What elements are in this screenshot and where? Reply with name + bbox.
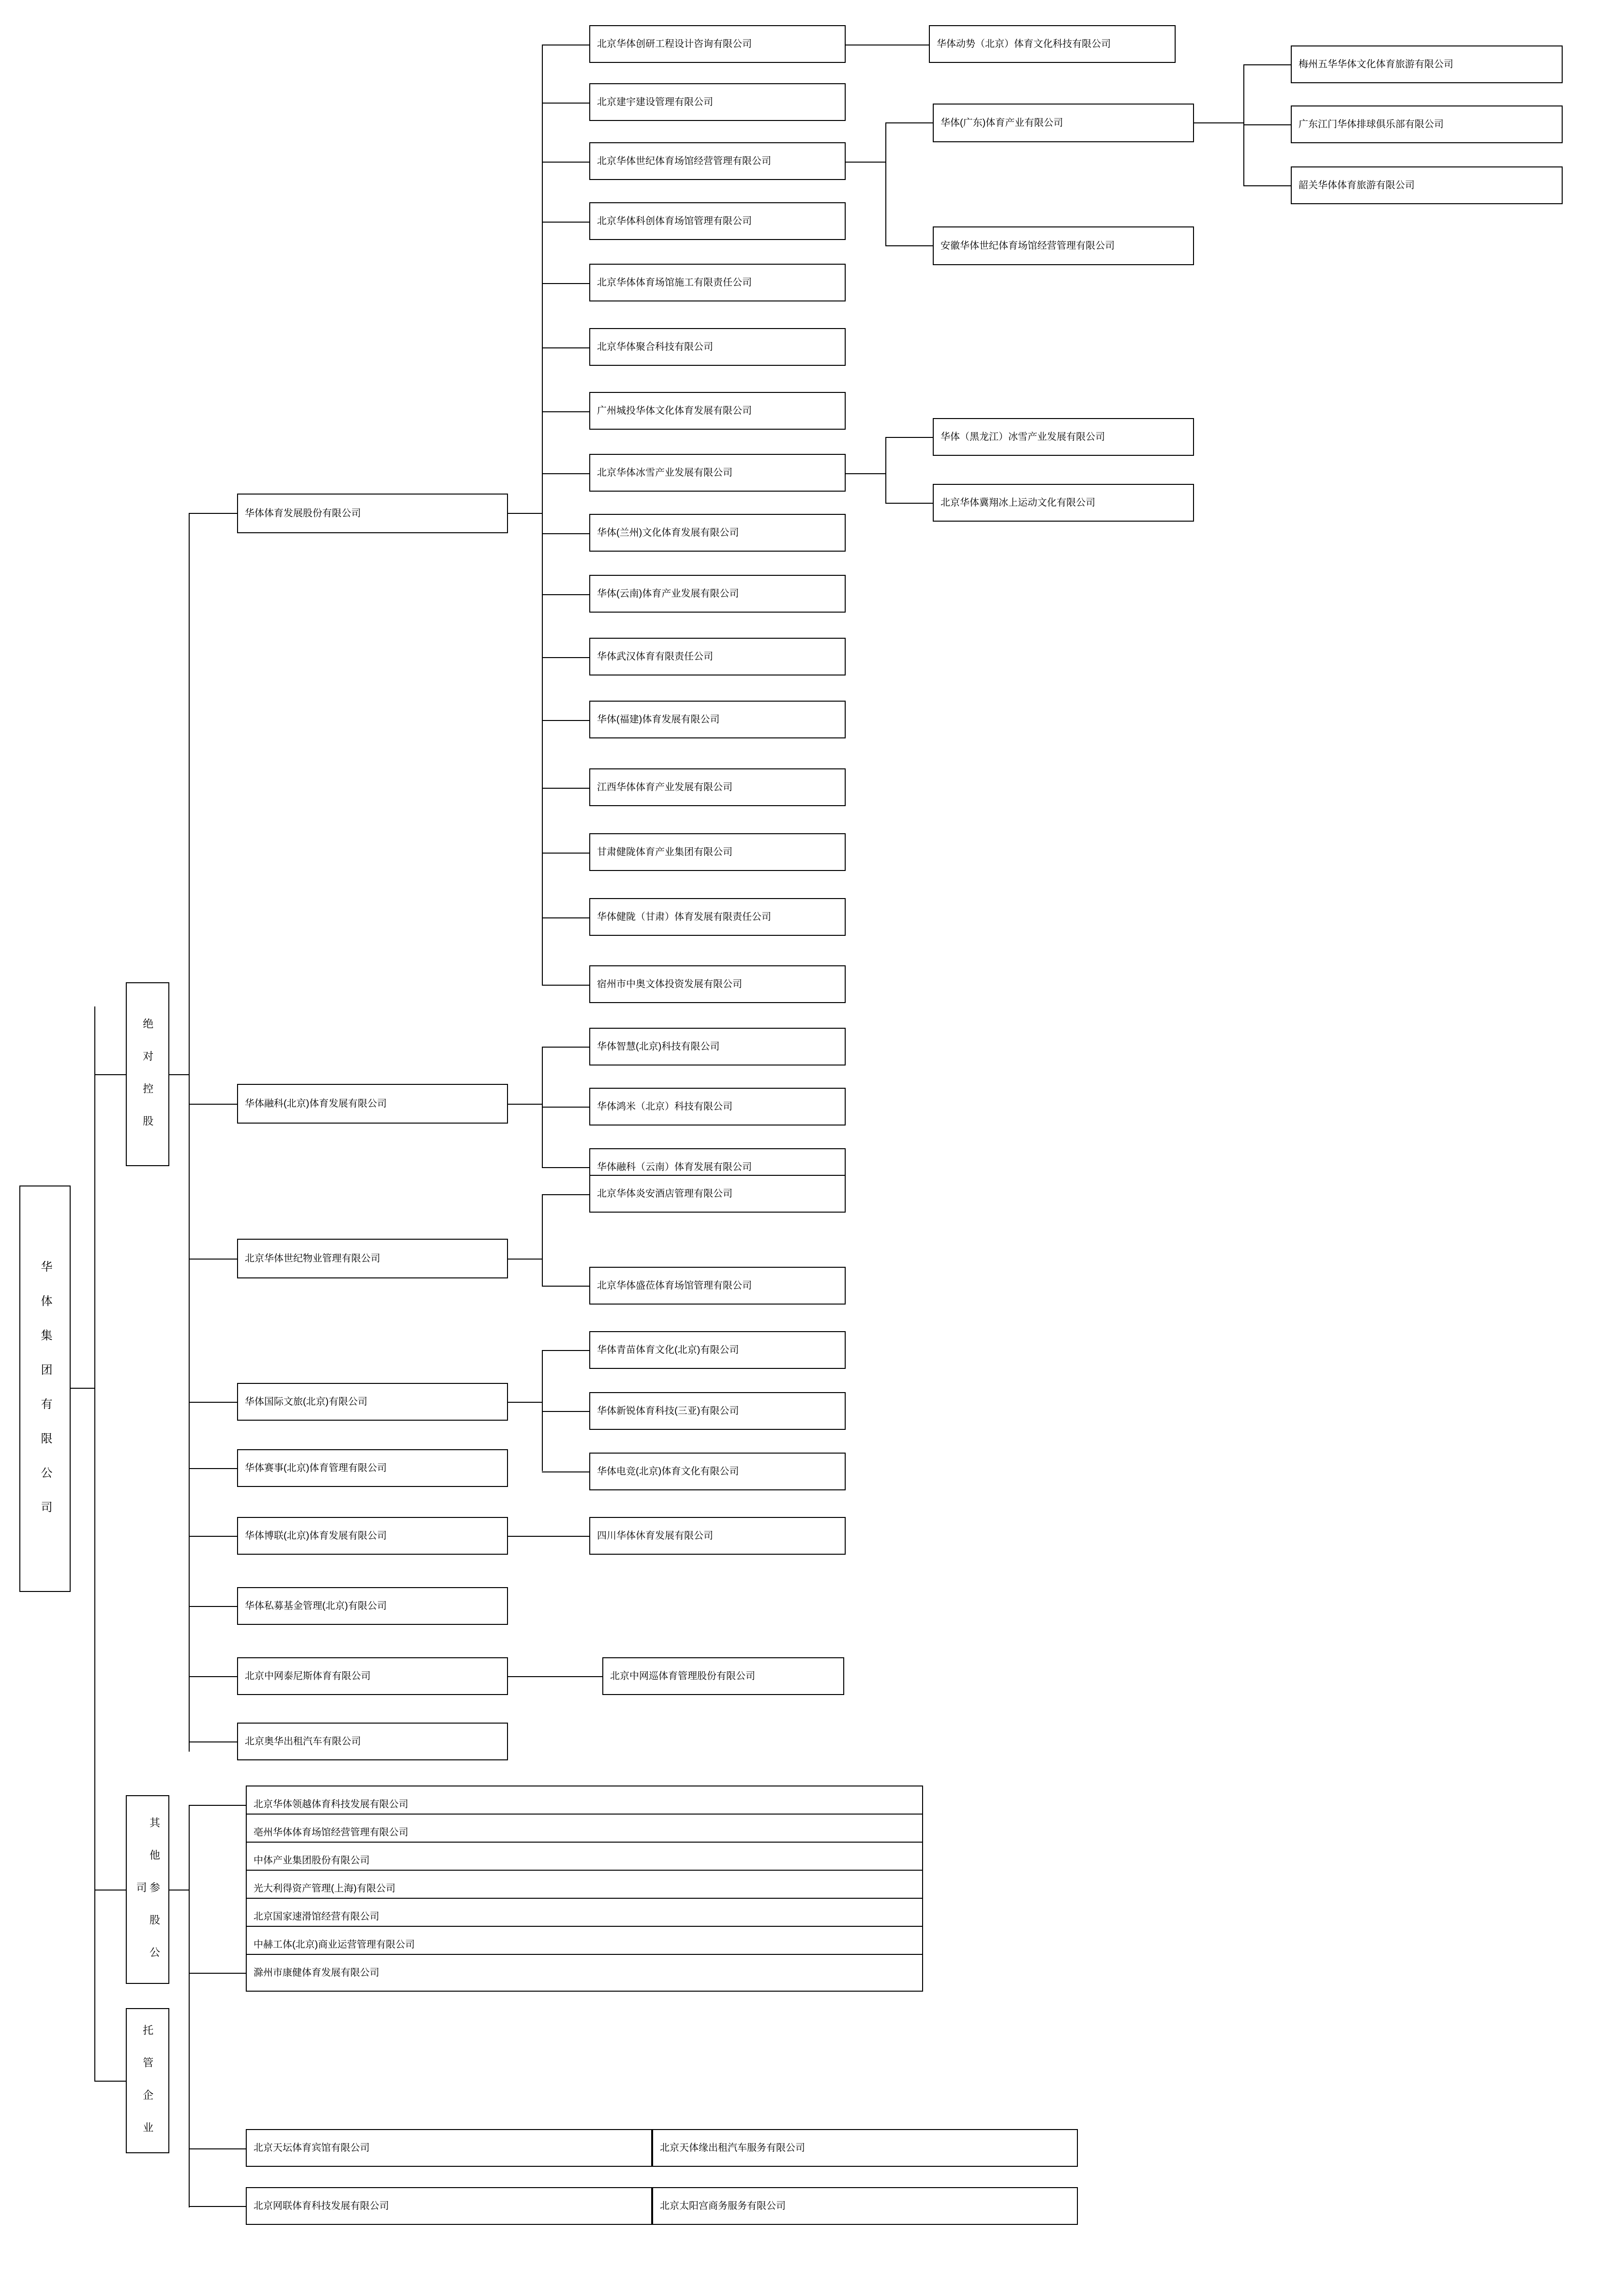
edge-wuye-sub-0 xyxy=(542,1194,590,1195)
edge-other-0 xyxy=(189,1805,247,1806)
edge-bolian-sub-0 xyxy=(508,1536,590,1537)
huati-sub-0: 北京华体创研工程设计咨询有限公司 xyxy=(589,25,846,63)
edge-other-6 xyxy=(189,1973,247,1974)
edge-bingxue-to-spine xyxy=(846,473,886,474)
edge-wenlv-sub-2 xyxy=(542,1471,590,1472)
level1-node-6: 华体私募基金管理(北京)有限公司 xyxy=(237,1587,508,1625)
edge-root-stub xyxy=(71,1388,95,1389)
edge-zhongwang-sub-0 xyxy=(508,1676,604,1677)
trusteeship-node-0: 北京天坛体育宾馆有限公司 xyxy=(246,2129,652,2167)
edge-wenlv-sub-1 xyxy=(542,1411,590,1412)
rongke-sub-0: 华体智慧(北京)科技有限公司 xyxy=(589,1028,846,1065)
edge-level1-spine xyxy=(189,513,190,1752)
edge-huati-sub-12 xyxy=(542,788,590,789)
category-node-trusteeship: 托 管 企 业 xyxy=(126,2008,169,2153)
level1-node-5: 华体博联(北京)体育发展有限公司 xyxy=(237,1517,508,1555)
edge-rongke-to-spine xyxy=(508,1104,543,1105)
edge-huati-sub-3 xyxy=(542,222,590,223)
other-share-node-0: 北京华体领越体育科技发展有限公司 xyxy=(246,1786,923,1823)
shiji-sub-0: 华体(广东)体育产业有限公司 xyxy=(933,104,1194,142)
huati-sub-11: 华体(福建)体育发展有限公司 xyxy=(589,701,846,738)
huati-sub-7: 北京华体冰雪产业发展有限公司 xyxy=(589,454,846,492)
edge-level1-6 xyxy=(189,1606,238,1607)
wenlv-sub-1: 华体新锐体育科技(三亚)有限公司 xyxy=(589,1392,846,1430)
rongke-sub-2: 华体融科（云南）体育发展有限公司 xyxy=(589,1148,846,1186)
edge-guangdong-to-spine xyxy=(1194,122,1244,123)
wenlv-sub-2: 华体电竞(北京)体育文化有限公司 xyxy=(589,1453,846,1490)
edge-wuye-to-spine xyxy=(508,1259,543,1260)
other-share-node-3: 光大利得资产管理(上海)有限公司 xyxy=(246,1870,923,1907)
edge-huati-sub-13 xyxy=(542,853,590,854)
huati-sub-5: 北京华体聚合科技有限公司 xyxy=(589,328,846,366)
other-share-node-4: 北京国家速滑馆经营有限公司 xyxy=(246,1898,923,1936)
huati-sub-8: 华体(兰州)文化体育发展有限公司 xyxy=(589,514,846,552)
edge-level1-2 xyxy=(189,1259,238,1260)
edge-guangdong-sub-0 xyxy=(1243,64,1292,65)
edge-huati-sub-7 xyxy=(542,473,590,474)
edge-bingxue-sub-1 xyxy=(885,503,934,504)
edge-shiji-to-spine xyxy=(846,162,886,163)
huati-sub-3: 北京华体科创体育场馆管理有限公司 xyxy=(589,202,846,240)
wenlv-sub-0: 华体青苗体育文化(北京)有限公司 xyxy=(589,1331,846,1369)
wuye-sub-0: 北京华体炎安酒店管理有限公司 xyxy=(589,1175,846,1213)
edge-level1-4 xyxy=(189,1468,238,1469)
edge-huati-to-spine xyxy=(508,513,543,514)
huati-sub-6: 广州城投华体文化体育发展有限公司 xyxy=(589,392,846,430)
edge-level1-3 xyxy=(189,1402,238,1403)
edge-root-trunk xyxy=(94,1006,95,2081)
edge-wenlv-sub-0 xyxy=(542,1350,590,1351)
huati-sub-1: 北京建宇建设管理有限公司 xyxy=(589,83,846,121)
rongke-sub-1: 华体鸿米（北京）科技有限公司 xyxy=(589,1088,846,1125)
edge-huati-sub-4 xyxy=(542,283,590,284)
shiji-sub-1: 安徽华体世纪体育场馆经营管理有限公司 xyxy=(933,226,1194,265)
guangdong-sub-2: 韶关华体体育旅游有限公司 xyxy=(1291,166,1563,204)
huati-sub-10: 华体武汉体育有限责任公司 xyxy=(589,638,846,675)
bingxue-sub-0: 华体（黑龙江）冰雪产业发展有限公司 xyxy=(933,418,1194,456)
edge-bingxue-spine xyxy=(885,437,886,503)
edge-huati-sub-10 xyxy=(542,657,590,658)
edge-trust-0 xyxy=(189,2148,247,2149)
edge-level1-8 xyxy=(189,1741,238,1742)
edge-trust-1 xyxy=(189,2206,247,2207)
chuangyan-sub-0: 华体动势（北京）体育文化科技有限公司 xyxy=(929,25,1176,63)
huati-sub-9: 华体(云南)体育产业发展有限公司 xyxy=(589,575,846,613)
edge-rongke-sub-1 xyxy=(542,1107,590,1108)
edge-wuye-sub-1 xyxy=(542,1286,590,1287)
level1-node-3: 华体国际文旅(北京)有限公司 xyxy=(237,1383,508,1421)
huati-sub-13: 甘肃健陇体育产业集团有限公司 xyxy=(589,833,846,871)
trusteeship-sub-node-1: 北京太阳宫商务服务有限公司 xyxy=(652,2187,1078,2225)
edge-huati-sub-15 xyxy=(542,985,590,986)
edge-huati-sub-2 xyxy=(542,162,590,163)
level1-node-4: 华体赛事(北京)体育管理有限公司 xyxy=(237,1449,508,1487)
edge-huati-sub-8 xyxy=(542,533,590,534)
edge-wenlv-spine xyxy=(542,1350,543,1471)
edge-category1-to-spine xyxy=(169,1890,190,1891)
level1-node-1: 华体融科(北京)体育发展有限公司 xyxy=(237,1084,508,1124)
edge-level1-7 xyxy=(189,1676,238,1677)
guangdong-sub-1: 广东江门华体排球俱乐部有限公司 xyxy=(1291,105,1563,143)
root-node: 华 体 集 团 有 限 公 司 xyxy=(19,1186,71,1592)
edge-huati-sub-9 xyxy=(542,594,590,595)
edge-to-category-0 xyxy=(94,1074,126,1075)
edge-huati-sub-14 xyxy=(542,917,590,918)
edge-shiji-sub-1 xyxy=(885,245,934,246)
edge-wuye-spine xyxy=(542,1194,543,1286)
huati-sub-15: 宿州市中奥文体投资发展有限公司 xyxy=(589,965,846,1003)
edge-huati-sub-11 xyxy=(542,720,590,721)
edge-huati-sub-6 xyxy=(542,411,590,412)
huati-sub-4: 北京华体体育场馆施工有限责任公司 xyxy=(589,264,846,301)
edge-huati-sub-5 xyxy=(542,347,590,348)
edge-to-category-2 xyxy=(94,2081,126,2082)
level1-node-0: 华体体育发展股份有限公司 xyxy=(237,494,508,533)
trusteeship-node-1: 北京网联体育科技发展有限公司 xyxy=(246,2187,652,2225)
edge-shiji-spine xyxy=(885,122,886,246)
edge-level1-0 xyxy=(189,513,238,514)
edge-bingxue-sub-0 xyxy=(885,437,934,438)
bingxue-sub-1: 北京华体冀翔冰上运动文化有限公司 xyxy=(933,484,1194,522)
edge-trust-spine xyxy=(189,2022,190,2157)
edge-rongke-sub-2 xyxy=(542,1167,590,1168)
trusteeship-sub-node-0: 北京天体缘出租汽车服务有限公司 xyxy=(652,2129,1078,2167)
level1-node-2: 北京华体世纪物业管理有限公司 xyxy=(237,1239,508,1278)
zhongwang-sub-0: 北京中网巡体育管理股份有限公司 xyxy=(602,1657,844,1695)
edge-huati-sub-1 xyxy=(542,103,590,104)
bolian-sub-0: 四川华体休育发展有限公司 xyxy=(589,1517,846,1555)
huati-sub-12: 江西华体体育产业发展有限公司 xyxy=(589,768,846,806)
edge-shiji-sub-0 xyxy=(885,122,934,123)
category-node-other-shares: 其 他 参 股 公 司 xyxy=(126,1795,169,1984)
guangdong-sub-0: 梅州五华华体文化体育旅游有限公司 xyxy=(1291,45,1563,83)
edge-guangdong-sub-1 xyxy=(1243,124,1292,125)
edge-category0-to-spine xyxy=(169,1074,190,1075)
huati-sub-14: 华体健陇（甘肃）体育发展有限责任公司 xyxy=(589,898,846,936)
edge-trust-spine-2 xyxy=(189,2148,190,2207)
edge-to-category-1 xyxy=(94,1890,126,1891)
edge-wenlv-to-spine xyxy=(508,1402,543,1403)
category-node-absolute-control: 绝 对 控 股 xyxy=(126,982,169,1166)
wuye-sub-1: 北京华体盛莅体育场馆管理有限公司 xyxy=(589,1267,846,1305)
other-share-node-6: 滁州市康健体育发展有限公司 xyxy=(246,1954,923,1992)
edge-level1-1 xyxy=(189,1104,238,1105)
huati-sub-2: 北京华体世纪体育场馆经营管理有限公司 xyxy=(589,142,846,180)
level1-node-7: 北京中网泰尼斯体育有限公司 xyxy=(237,1657,508,1695)
other-share-node-5: 中赫工体(北京)商业运营管理有限公司 xyxy=(246,1926,923,1964)
edge-rongke-sub-0 xyxy=(542,1047,590,1048)
other-share-node-2: 中体产业集团股份有限公司 xyxy=(246,1842,923,1879)
edge-guangdong-sub-2 xyxy=(1243,185,1292,186)
edge-huati-spine xyxy=(542,45,543,986)
level1-node-8: 北京奥华出租汽车有限公司 xyxy=(237,1723,508,1760)
edge-level1-5 xyxy=(189,1536,238,1537)
other-share-node-1: 亳州华体体育场馆经营管理有限公司 xyxy=(246,1814,923,1851)
